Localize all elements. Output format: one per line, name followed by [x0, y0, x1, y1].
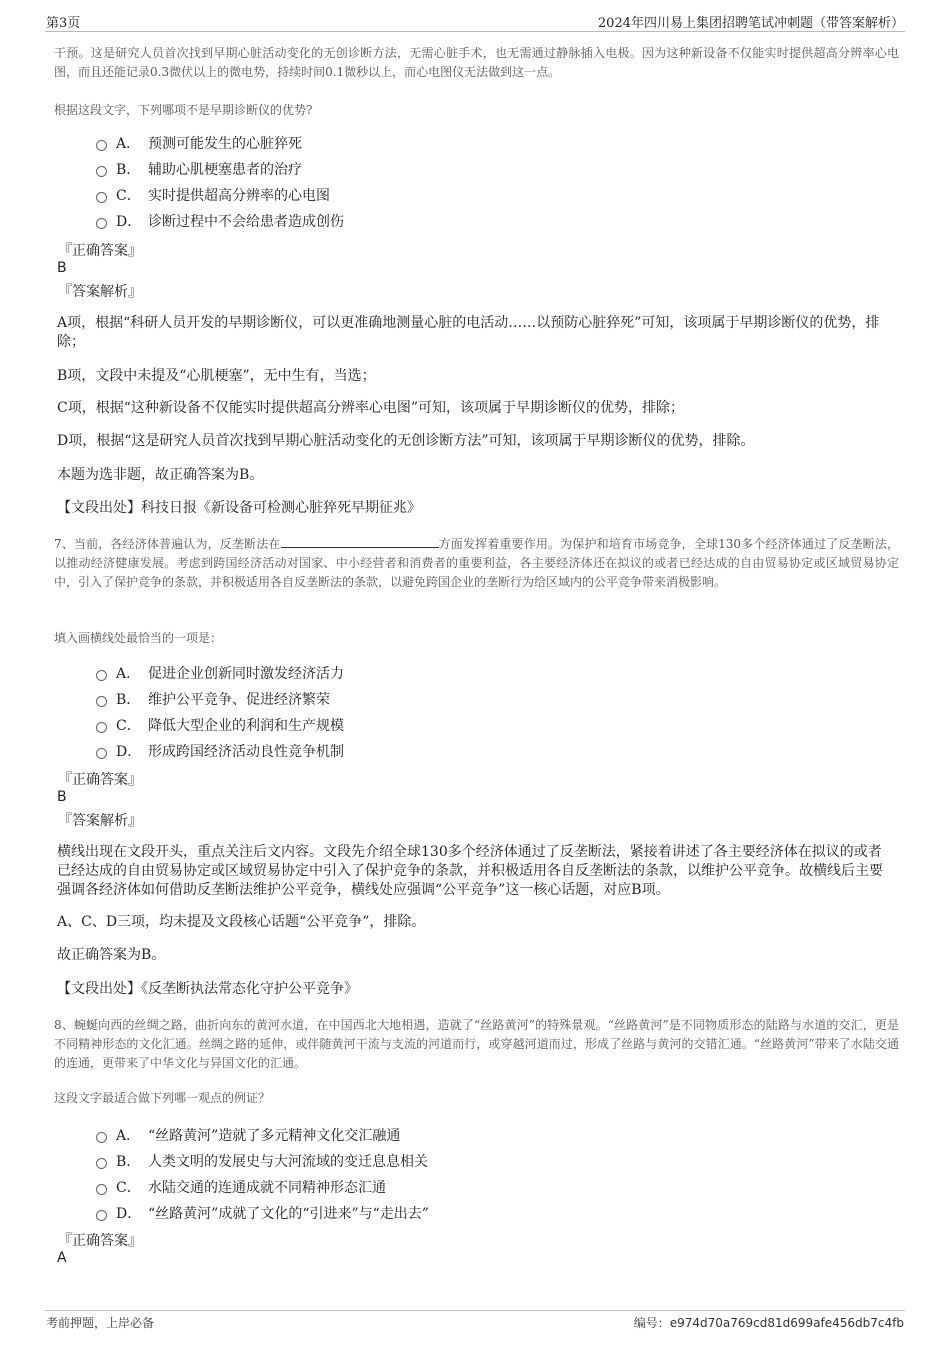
q8-answer: A — [57, 1250, 67, 1266]
q7-answer-label: 『正确答案』 — [58, 772, 142, 788]
radio-icon[interactable] — [96, 722, 107, 733]
option-text: 维护公平竞争、促进经济繁荣 — [148, 692, 330, 708]
q6-analysis-a: A项，根据“科研人员开发的早期诊断仪，可以更准确地测量心脏的电活动……以预防心脏猝死”可知，该项属于早期诊断仪的优势，排除； — [57, 315, 880, 350]
option-letter: D． — [116, 214, 142, 230]
q7-analysis-main: 横线出现在文段开头，重点关注后文内容。文段先介绍全球130多个经济体通过了反垄断法，紧接着讲述了各主要经济体在拟议的或者已经达成的自由贸易协定或区域贸易协定中引入了保护竞争的条款，并积极适用各自反垄断法的条款，以维护公平竞争。故横线后主要强调各经济体如何借助反垄断法维护公平竞争，横线处应强调“公平竞争”这一核心话题，对应B项。 — [57, 844, 883, 898]
q7-analysis-label: 『答案解析』 — [58, 813, 142, 829]
option-text: 水陆交通的连通成就不同精神形态汇通 — [148, 1180, 386, 1196]
option-letter: B． — [116, 1154, 141, 1170]
q8-question: 这段文字最适合做下列哪一观点的例证？ — [54, 1091, 271, 1105]
option-text: 诊断过程中不会给患者造成创伤 — [148, 214, 344, 230]
q7-option-b[interactable] — [96, 688, 330, 710]
q6-option-b[interactable] — [96, 158, 302, 180]
option-text: “丝路黄河”造就了多元精神文化交汇融通 — [148, 1128, 401, 1144]
fill-blank — [281, 535, 439, 548]
q7-answer: B — [57, 789, 67, 805]
option-text: 辅助心肌梗塞患者的治疗 — [148, 162, 302, 178]
radio-icon[interactable] — [96, 696, 107, 707]
q6-passage: 干预。这是研究人员首次找到早期心脏活动变化的无创诊断方法，无需心脏手术，也无需通过静脉插入电极。因为这种新设备不仅能实时提供超高分辨率心电图，而且还能记录0.3微伏以上的微电势，持续时间0.1微秒以上，而心电图仪无法做到这一点。 — [54, 46, 899, 79]
option-letter: C． — [116, 188, 141, 204]
radio-icon[interactable] — [96, 218, 107, 229]
option-text: 实时提供超高分辨率的心电图 — [148, 188, 330, 204]
q6-source: 【文段出处】科技日报《新设备可检测心脏猝死早期征兆》 — [57, 500, 421, 516]
q6-analysis-d: D项，根据“这是研究人员首次找到早期心脏活动变化的无创诊断方法”可知，该项属于早期诊断仪的优势，排除。 — [57, 433, 755, 449]
q8-option-a[interactable] — [96, 1124, 400, 1146]
q6-question: 根据这段文字，下列哪项不是早期诊断仪的优势? — [54, 103, 313, 117]
q7-question: 填入画横线处最恰当的一项是： — [54, 631, 223, 645]
radio-icon[interactable] — [96, 140, 107, 151]
q6-answer-label: 『正确答案』 — [58, 243, 142, 259]
q8-option-c[interactable] — [96, 1176, 386, 1198]
footer-divider — [45, 1310, 905, 1311]
page-number: 第3页 — [46, 16, 81, 31]
option-text: 人类文明的发展史与大河流域的变迁息息相关 — [148, 1154, 428, 1170]
footer-code-value: e974d70a769cd81d699afe456db7c4fb — [669, 1316, 904, 1330]
option-text: “丝路黄河”成就了文化的“引进来”与“走出去” — [148, 1206, 429, 1222]
footer-code — [634, 1314, 904, 1331]
radio-icon[interactable] — [96, 670, 107, 681]
q6-analysis-b: B项，文段中未提及“心肌梗塞”，无中生有，当选； — [57, 368, 376, 384]
q6-analysis-c: C项，根据“这种新设备不仅能实时提供超高分辨率心电图”可知，该项属于早期诊断仪的优势，排除； — [57, 400, 685, 416]
option-text: 预测可能发生的心脏猝死 — [148, 136, 302, 152]
q7-passage-rest: 方面发挥着重要作用。为保护和培育市场竞争，全球130多个经济体通过了反垄断法，以推动经济健康发展。考虑到跨国经济活动对国家、中小经营者和消费者的重要利益，各主要经济体还在拟议的或者已经达成的自由贸易协定或区域贸易协定中，引入了保护竞争的条款，并积极适用各自反垄断法的条款，以避免跨国企业的垄断行为给区域内的公平竞争带来消极影响。 — [54, 537, 899, 589]
q6-conclusion: 本题为选非题，故正确答案为B。 — [57, 467, 264, 483]
q6-option-d[interactable] — [96, 210, 344, 232]
option-letter: B． — [116, 162, 141, 178]
q7-passage — [54, 535, 899, 592]
header-divider — [45, 31, 905, 32]
q7-source: 【文段出处】《反垄断执法常态化守护公平竞争》 — [57, 981, 358, 997]
radio-icon[interactable] — [96, 1184, 107, 1195]
q7-conclusion: 故正确答案为B。 — [57, 947, 166, 963]
q7-passage-start: 7、当前，各经济体普遍认为，反垄断法在 — [54, 537, 281, 551]
footer-code-label: 编号： — [633, 1316, 670, 1330]
q6-option-a[interactable] — [96, 132, 302, 154]
option-letter: D． — [116, 1206, 142, 1222]
document-title: 2024年四川易上集团招聘笔试冲刺题（带答案解析） — [597, 16, 904, 31]
q8-option-b[interactable] — [96, 1150, 428, 1172]
radio-icon[interactable] — [96, 1158, 107, 1169]
option-letter: A． — [116, 136, 141, 152]
radio-icon[interactable] — [96, 166, 107, 177]
radio-icon[interactable] — [96, 192, 107, 203]
option-letter: A． — [116, 666, 141, 682]
radio-icon[interactable] — [96, 1132, 107, 1143]
option-letter: D． — [116, 744, 142, 760]
q8-passage: 8、蜿蜒向西的丝绸之路，曲折向东的黄河水道，在中国西北大地相遇，造就了“丝路黄河”的特殊景观。“丝路黄河”是不同物质形态的陆路与水道的交汇，更是不同精神形态的文化汇通。丝绸之路的延伸，或伴随黄河干流与支流的河道而行，或穿越河道而过，形成了丝路与黄河的交错汇通。“丝路黄河”带来了水陆交通的连通，更带来了中华文化与异国文化的汇通。 — [54, 1018, 899, 1070]
radio-icon[interactable] — [96, 1210, 107, 1221]
q7-option-a[interactable] — [96, 662, 344, 684]
q6-option-c[interactable] — [96, 184, 330, 206]
option-text: 降低大型企业的利润和生产规模 — [148, 718, 344, 734]
radio-icon[interactable] — [96, 748, 107, 759]
option-text: 形成跨国经济活动良性竞争机制 — [148, 744, 344, 760]
option-text: 促进企业创新同时激发经济活力 — [148, 666, 344, 682]
option-letter: C． — [116, 1180, 141, 1196]
option-letter: B． — [116, 692, 141, 708]
q6-analysis-label: 『答案解析』 — [58, 284, 142, 300]
q7-option-c[interactable] — [96, 714, 344, 736]
q8-option-d[interactable] — [96, 1202, 429, 1224]
footer-slogan: 考前押题，上岸必备 — [46, 1316, 155, 1330]
option-letter: C． — [116, 718, 141, 734]
option-letter: A． — [116, 1128, 141, 1144]
q7-option-d[interactable] — [96, 740, 344, 762]
q8-answer-label: 『正确答案』 — [58, 1233, 142, 1249]
q6-answer: B — [57, 260, 67, 276]
q7-analysis-others: A、C、D三项，均未提及文段核心话题“公平竞争”，排除。 — [57, 914, 426, 930]
